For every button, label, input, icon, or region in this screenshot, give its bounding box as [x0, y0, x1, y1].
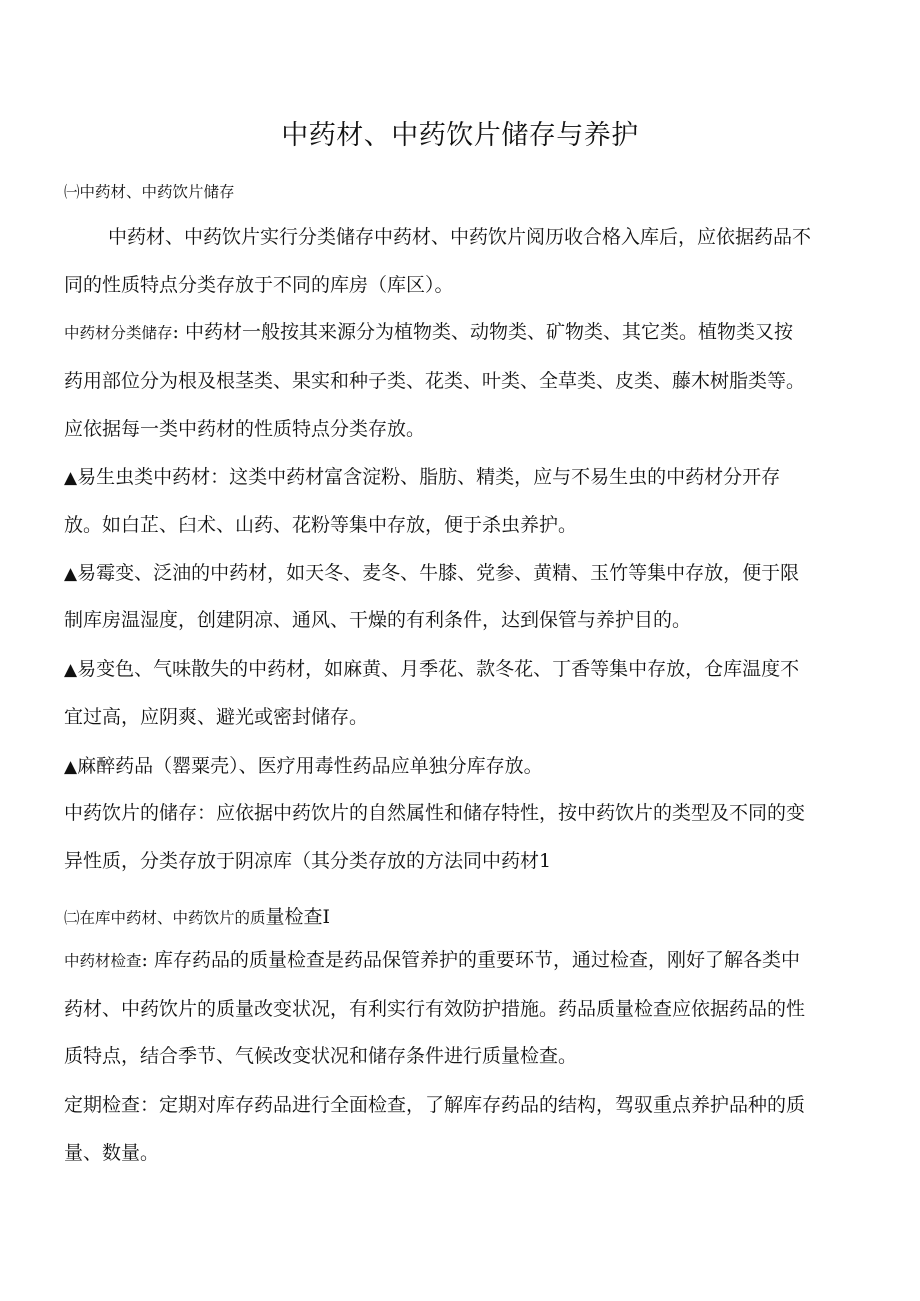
bullet-4-text-1: 麻醉药品（罂粟壳）、医疗用毒性药品应单独分库存放。 [77, 755, 543, 777]
classify-line-3: 应依据每一类中药材的性质特点分类存放。 [64, 418, 426, 440]
intro-line-1: 中药材、中药饮片实行分类储存中药材、中药饮片阅历收合格入库后，应依据药品不 [108, 226, 812, 248]
bullet-2-text-1: 易霉变、泛油的中药材，如天冬、麦冬、牛膝、党参、黄精、玉竹等集中存放，便于限 [77, 562, 800, 584]
triangle-bullet-icon: ▲ [64, 757, 78, 777]
bullet-3-line-1 [64, 654, 854, 685]
bullet-3-text-1: 易变色、气味散失的中药材，如麻黄、月季花、款冬花、丁香等集中存放，仓库温度不 [77, 658, 800, 680]
periodic-line-1: 定期检查：定期对库存药品进行全面检查，了解库存药品的结构，驾驭重点养护品种的质 [64, 1094, 806, 1116]
pieces-line-2: 异性质，分类存放于阴凉库（其分类存放的方法同中药材1 [64, 850, 552, 872]
check-line-2: 药材、中药饮片的质量改变状况，有利实行有效防护措施。药品质量检查应依据药品的性 [64, 998, 806, 1020]
bullet-2-line-1 [64, 558, 854, 589]
classify-label: 中药材分类储存 [64, 324, 173, 342]
triangle-bullet-icon: ▲ [64, 660, 78, 680]
check-label: 中药材检查 [64, 952, 142, 970]
bullet-4-line-1 [64, 751, 854, 782]
bullet-3-line-2: 宜过高，应阴爽、避光或密封储存。 [64, 706, 369, 728]
section-heading-quality-check-text: ㈡在库中药材、中药饮片的质 [64, 909, 266, 927]
bullet-1-text-1: 易生虫类中药材：这类中药材富含淀粉、脂肪、精类，应与不易生虫的中药材分开存 [77, 466, 781, 488]
classify-text-1: : 中药材一般按其来源分为植物类、动物类、矿物类、其它类。植物类又按 [172, 321, 793, 343]
bullet-2-line-2: 制库房温湿度，创建阴凉、通风、干燥的有利条件，达到保管与养护目的。 [64, 609, 692, 631]
triangle-bullet-icon: ▲ [64, 468, 78, 488]
check-line-3: 质特点，结合季节、气候改变状况和储存条件进行质量检查。 [64, 1045, 578, 1067]
intro-line-2: 同的性质特点分类存放于不同的库房（库区）。 [64, 274, 454, 296]
section-heading-storage: ㈠中药材、中药饮片储存 [64, 183, 235, 201]
check-text-1: : 库存药品的质量检查是药品保管养护的重要环节，通过检查，刚好了解各类中 [141, 949, 800, 971]
triangle-bullet-icon: ▲ [64, 564, 78, 584]
bullet-1-line-2: 放。如白芷、臼术、山药、花粉等集中存放，便于杀虫养护。 [64, 514, 578, 536]
bullet-1-line-1 [64, 462, 854, 493]
check-line-1 [64, 945, 854, 976]
page-title: 中药材、中药饮片储存与养护 [281, 120, 639, 151]
section-heading-quality-check-tail: 量检查I [265, 906, 331, 928]
pieces-line-1: 中药饮片的储存：应依据中药饮片的自然属性和储存特性，按中药饮片的类型及不同的变 [64, 802, 806, 824]
periodic-line-2: 量、数量。 [64, 1142, 160, 1164]
section-heading-quality-check [64, 902, 854, 933]
classify-line-2: 药用部位分为根及根茎类、果实和种子类、花类、叶类、全草类、皮类、藤木树脂类等。 [64, 370, 806, 392]
classify-line-1 [64, 317, 854, 348]
